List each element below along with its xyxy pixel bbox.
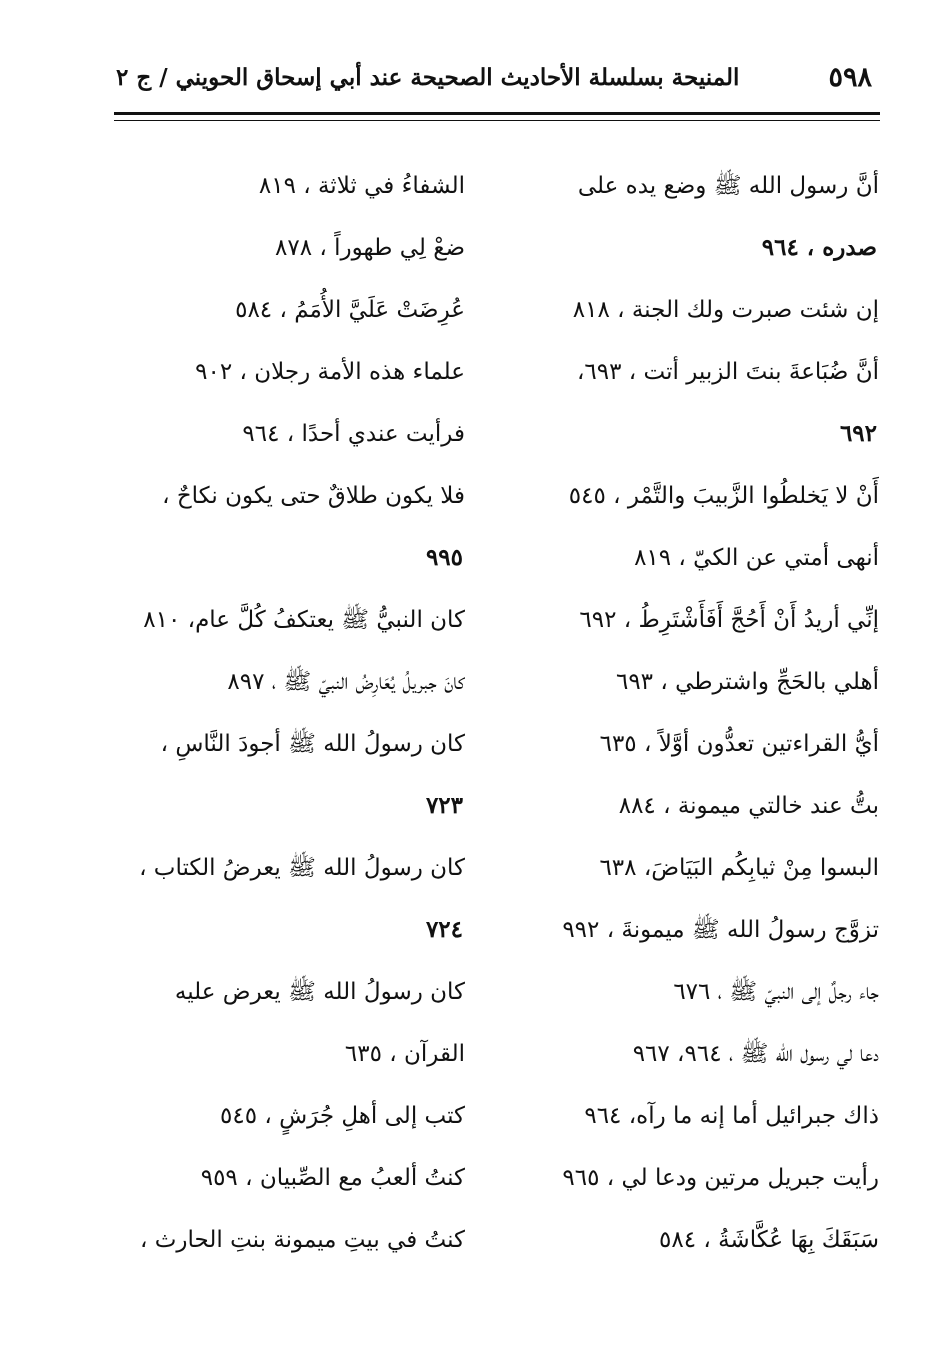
index-line: أيُّ القراءتين تعدُّون أوَّلاً ، ٦٣٥ <box>599 731 879 757</box>
index-line: ضعْ لِي طهوراً ، ٨٧٨ <box>275 235 465 261</box>
index-line: كان النبيُّ ﷺ يعتكفُ كُلَّ عام، ٨١٠ <box>143 607 465 633</box>
index-line: كان رسولُ الله ﷺ يعرضُ الكتاب ، <box>139 855 465 881</box>
index-line: سَبَقَكَ بِهَا عُكَّاشَةُ ، ٥٨٤ <box>658 1227 879 1253</box>
index-line: علماء هذه الأمة رجلان ، ٩٠٢ <box>195 359 465 385</box>
index-line: صدره ، ٩٦٤ <box>761 234 877 261</box>
index-line: أهلي بالحَجِّ واشترطي ، ٦٩٣ <box>615 669 879 695</box>
index-line: إن شئت صبرت ولك الجنة ، ٨١٨ <box>572 297 879 323</box>
index-line: إنِّي أريدُ أَنْ أَحُجَّ أَفَأَشْتَرِطُ ، ٦٩٢ <box>579 607 879 633</box>
index-line: فلا يكون طلاقٌ حتى يكون نكاحٌ ، <box>162 483 465 509</box>
running-title: المنيحة بسلسلة الأحاديث الصحيحة عند أبي إسحاق الحويني / ج ٢ <box>116 64 740 91</box>
index-line: أنهى أمتي عن الكيّ ، ٨١٩ <box>634 545 879 571</box>
page-number: ٥٩٨ <box>828 62 872 93</box>
index-line: كان رسولُ الله ﷺ يعرض عليه <box>174 979 465 1005</box>
index-line: كان رسولُ الله ﷺ أجودَ النَّاسِ ، <box>160 731 465 757</box>
header-rule-thick <box>114 112 880 115</box>
page-header <box>110 60 880 100</box>
index-line: رأيت جبريل مرتين ودعا لي ، ٩٦٥ <box>562 1165 879 1191</box>
header-rule-thin <box>114 120 880 121</box>
index-line: جاء رجلٌ إلى النبيّ ﷺ ، ٦٧٦ <box>673 979 879 1005</box>
index-line: ٩٩٥ <box>425 544 463 571</box>
index-line: فرأيت عندي أحدًا ، ٩٦٤ <box>242 421 465 447</box>
index-line: دعا لي رسول الله ﷺ ، ٩٦٤، ٩٦٧ <box>632 1041 879 1067</box>
index-line: ٧٢٣ <box>425 792 463 819</box>
index-line: بتُّ عند خالتي ميمونة ، ٨٨٤ <box>618 793 879 819</box>
index-line: تزوَّج رسولُ الله ﷺ ميمونةَ ، ٩٩٢ <box>562 917 879 943</box>
index-line: أنَّ ضُبَاعةَ بنتَ الزبير أتت ، ٦٩٣، <box>576 359 879 385</box>
index-line: القرآن ، ٦٣٥ <box>344 1041 465 1067</box>
index-line: عُرِضَتْ عَلَيَّ الأُمَمُ ، ٥٨٤ <box>235 297 465 323</box>
index-column-right <box>519 155 879 1271</box>
index-line: البسوا مِنْ ثيابِكُم البَيَاضَ، ٦٣٨ <box>599 855 879 881</box>
index-line: الشفاءُ في ثلاثة ، ٨١٩ <box>258 173 465 199</box>
index-line: أنَّ رسول الله ﷺ وضع يده على <box>577 173 879 199</box>
index-line: ٧٢٤ <box>425 916 463 943</box>
index-column-left <box>115 155 465 1271</box>
index-line: كنتُ ألعبُ مع الصِّبيان ، ٩٥٩ <box>200 1165 465 1191</box>
index-line: كانَ جبريلُ يُعَارِضُ النبيّ ﷺ ، ٨٩٧ <box>227 669 465 695</box>
index-line: ذاك جبرائيل أما إنه ما رآه، ٩٦٤ <box>584 1103 879 1129</box>
index-line: كتب إلى أهلِ جُرَشٍ ، ٥٤٥ <box>219 1103 465 1129</box>
index-line: أَنْ لا يَخلطُوا الزَّبيبَ والتَّمْر ، ٥٤٥ <box>568 483 879 509</box>
index-line: كنتُ في بيتِ ميمونة بنتِ الحارث ، <box>140 1227 465 1253</box>
index-line: ٦٩٢ <box>839 420 877 447</box>
